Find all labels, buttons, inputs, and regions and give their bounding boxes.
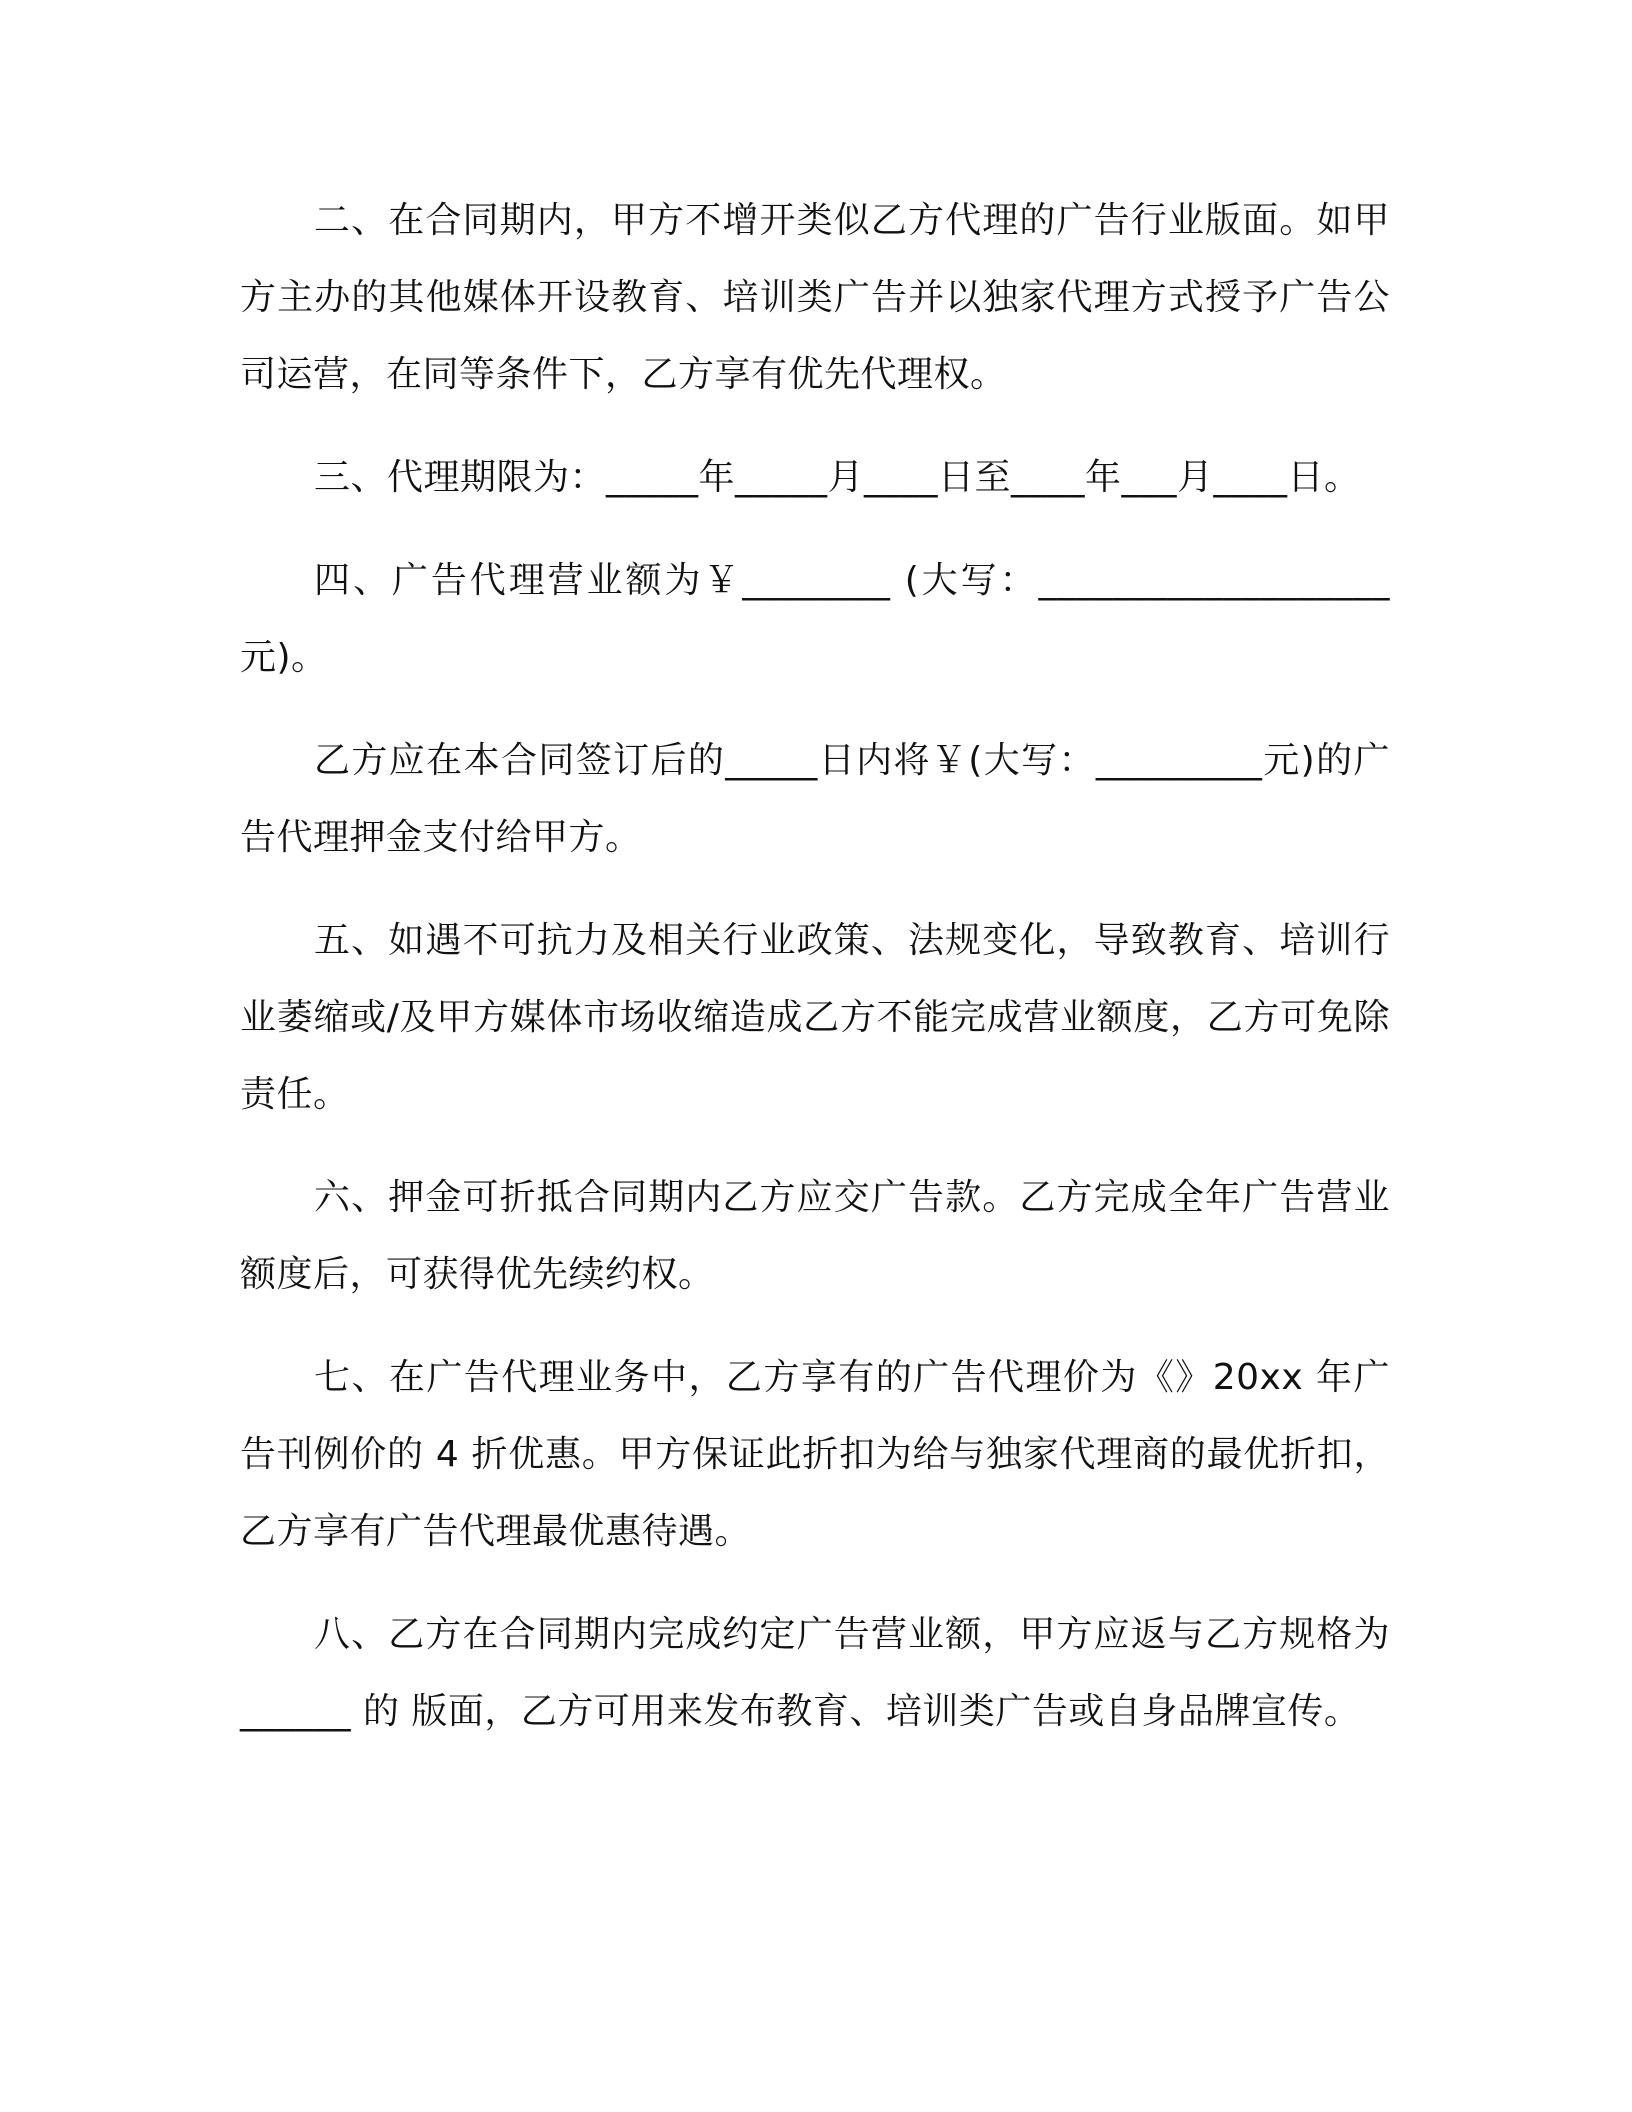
paragraph-text: 三、代理期限为：_____年_____月____日至____年___月____日。 bbox=[314, 457, 1361, 498]
paragraph-text: 五、如遇不可抗力及相关行业政策、法规变化，导致教育、培训行业萎缩或/及甲方媒体市场收缩造成乙方不能完成营业额度，乙方可免除责任。 bbox=[240, 920, 1390, 1115]
paragraph-text: 乙方应在本合同签订后的_____日内将￥(大写：_________元)的广告代理押金支付给甲方。 bbox=[240, 740, 1390, 858]
clause-6-paragraph bbox=[240, 1159, 1390, 1313]
paragraph-text: 八、乙方在合同期内完成约定广告营业额，甲方应返与乙方规格为______ 的 版面，乙方可用来发布教育、培训类广告或自身品牌宣传。 bbox=[240, 1614, 1390, 1732]
paragraph-text: 二、在合同期内，甲方不增开类似乙方代理的广告行业版面。如甲方主办的其他媒体开设教育、培训类广告并以独家代理方式授予广告公司运营，在同等条件下，乙方享有优先代理权。 bbox=[240, 200, 1390, 395]
paragraph-text: 六、押金可折抵合同期内乙方应交广告款。乙方完成全年广告营业额度后，可获得优先续约权。 bbox=[240, 1177, 1390, 1295]
clause-8-paragraph bbox=[240, 1596, 1390, 1750]
document-body bbox=[240, 182, 1390, 1776]
clause-2-paragraph bbox=[240, 182, 1390, 413]
clause-3-paragraph bbox=[240, 439, 1390, 516]
clause-4-paragraph bbox=[240, 542, 1390, 696]
paragraph-text: 四、广告代理营业额为￥________ (大写：___________________元)。 bbox=[240, 560, 1390, 678]
clause-5-paragraph bbox=[240, 902, 1390, 1133]
paragraph-text: 七、在广告代理业务中，乙方享有的广告代理价为《》20xx 年广告刊例价的 4 折优惠。甲方保证此折扣为给与独家代理商的最优折扣，乙方享有广告代理最优惠待遇。 bbox=[240, 1357, 1390, 1552]
clause-7-paragraph bbox=[240, 1339, 1390, 1570]
deposit-paragraph bbox=[240, 722, 1390, 876]
